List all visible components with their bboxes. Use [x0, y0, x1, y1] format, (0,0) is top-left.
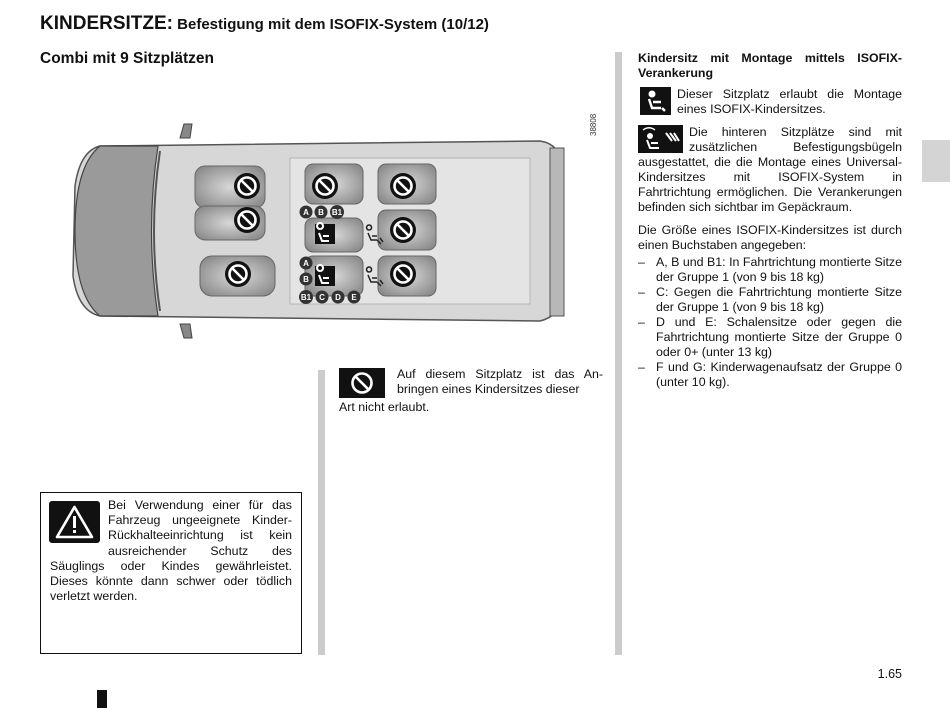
size-badge: D — [335, 293, 341, 302]
size-badge: B — [303, 275, 309, 284]
figure-ref-number: 38808 — [589, 113, 598, 136]
isofix-anchor-icon — [638, 125, 683, 153]
size-badge: B1 — [300, 293, 312, 302]
van-seating-diagram — [40, 96, 602, 361]
warning-text: Bei Verwendung einer für das Fahrzeug ungeeignete Kinder-Rückhalteeinrichtung ist kein ausreichender Schutz des Säuglings oder Kindes gewährleistet. Dieses könnte dann schwer oder tödlich verletzt werden. — [50, 498, 292, 604]
prohibition-icon — [225, 261, 251, 287]
isofix-seat-icon — [315, 265, 335, 286]
isofix-para3: Die Größe eines ISOFIX-Kindersitzes ist durch einen Buchstaben angegeben: — [638, 223, 902, 252]
prohibition-icon — [234, 207, 260, 233]
size-badge: B — [318, 208, 324, 217]
prohibition-icon — [234, 173, 260, 199]
isofix-para1: Dieser Sitzplatz erlaubt die Montage eines ISOFIX-Kindersitzes. — [638, 87, 902, 117]
prohibition-icon — [312, 173, 338, 199]
size-badge: E — [351, 293, 357, 302]
prohibition-icon — [390, 173, 416, 199]
size-badge: A — [303, 208, 309, 217]
size-badge: C — [319, 293, 325, 302]
prohibition-icon — [339, 368, 385, 398]
isofix-seat-icon — [315, 223, 335, 244]
section-subtitle: Combi mit 9 Sitzplätzen — [40, 50, 214, 67]
prohibition-note-text-last: Art nicht erlaubt. — [339, 400, 430, 414]
list-item: – D und E: Schalensitze oder gegen die Fahrtrichtung montierte Sitze der Gruppe 0 oder 0+ (unter 13 kg) — [638, 315, 902, 360]
list-item: – F und G: Kinderwagenaufsatz der Gruppe 0 (unter 10 kg). — [638, 360, 902, 390]
isofix-heading: Kindersitz mit Montage mittels ISOFIX-Verankerung — [638, 51, 902, 80]
list-item: – C: Gegen die Fahrtrichtung montierte Sitze der Gruppe 1 (von 9 bis 18 kg) — [638, 285, 902, 315]
column-divider — [615, 52, 622, 655]
title-main: KINDERSITZE: — [40, 13, 173, 34]
isofix-para2: Die hinteren Sitzplätze sind mit zusätzlichen Befestigungsbügeln ausgestattet, die die Montage eines Universal-Kindersitzes mit ISOFIX-System in Fahrtrichtung ermöglichen. Die Verankerungen befinden sich sichtbar im Gepäckraum. — [638, 125, 902, 214]
prohibition-icon — [390, 261, 416, 287]
isofix-info-column — [638, 51, 902, 390]
page-number: 1.65 — [877, 667, 902, 681]
size-badge: A — [303, 259, 309, 268]
prohibition-note-text: Auf diesem Sitzplatz ist das An-bringen eines Kindersitzes dieser — [397, 367, 603, 396]
page-edge-mark — [97, 690, 107, 708]
isofix-seat-icon — [640, 87, 671, 115]
page-title — [40, 13, 489, 35]
title-rest: Befestigung mit dem ISOFIX-System (10/12) — [177, 16, 489, 33]
warning-box — [40, 492, 302, 654]
prohibition-icon — [390, 217, 416, 243]
size-badge: B1 — [331, 208, 343, 217]
column-divider — [318, 370, 325, 655]
prohibition-note — [339, 367, 603, 415]
isofix-size-list — [638, 255, 902, 390]
chapter-tab — [922, 140, 950, 182]
list-item: – A, B und B1: In Fahrtrichtung montierte Sitze der Gruppe 1 (von 9 bis 18 kg) — [638, 255, 902, 285]
